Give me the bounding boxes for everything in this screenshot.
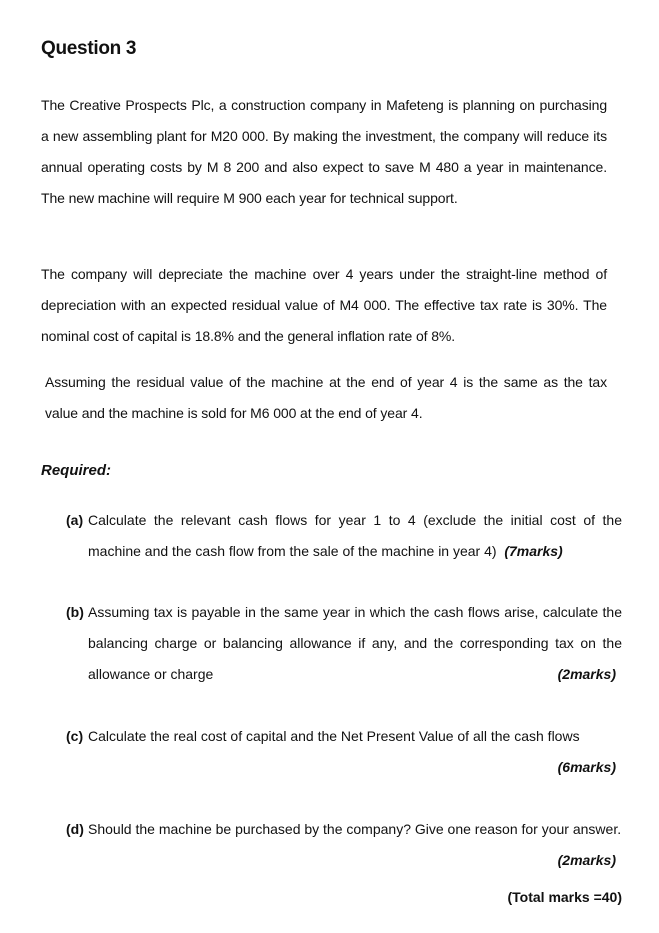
item-text: Assuming tax is payable in the same year in which the cash flows arise, calculate the balancing charge or balancing allowance if any, and the corresponding tax on the allowance or charge xyxy=(88,604,622,682)
paragraph-depreciation: The company will depreciate the machine over 4 years under the straight-line method of depreciation with an expected residual value of M4 000. The effective tax rate is 30%. The nominal cost of capital is 18.8% and the general inflation rate of 8%. xyxy=(41,266,607,344)
question-item-a xyxy=(66,505,622,567)
total-marks: (Total marks =40) xyxy=(507,889,622,905)
paragraph-investment: The Creative Prospects Plc, a construction company in Mafeteng is planning on purchasing a new assembling plant for M20 000. By making the investment, the company will reduce its annual operating costs by M 8 200 and also expect to save M 480 a year in maintenance. The new machine will require M 900 each year for technical support. xyxy=(41,97,607,206)
item-marks: (6marks) xyxy=(557,759,616,775)
question-item-b xyxy=(66,597,622,690)
item-marks: (2marks) xyxy=(557,666,616,682)
item-text: Calculate the relevant cash flows for year 1 to 4 (exclude the initial cost of the machine and the cash flow from the sale of the machine in year 4) xyxy=(88,512,622,559)
item-marks: (7marks) xyxy=(504,543,563,559)
question-title: Question 3 xyxy=(41,38,137,59)
item-text: Calculate the real cost of capital and the Net Present Value of all the cash flows xyxy=(88,728,580,744)
item-text: Should the machine be purchased by the company? Give one reason for your answer. xyxy=(88,821,622,837)
question-item-c xyxy=(66,721,622,783)
required-heading: Required: xyxy=(41,462,112,479)
item-label: (b) xyxy=(66,604,84,620)
item-marks: (2marks) xyxy=(557,852,616,868)
question-item-d xyxy=(66,814,622,876)
item-label: (a) xyxy=(66,512,84,528)
paragraph-residual-value: Assuming the residual value of the machine at the end of year 4 is the same as the tax value and the machine is sold for M6 000 at the end of year 4. xyxy=(45,374,607,421)
item-label: (d) xyxy=(66,821,84,837)
item-label: (c) xyxy=(66,728,84,744)
